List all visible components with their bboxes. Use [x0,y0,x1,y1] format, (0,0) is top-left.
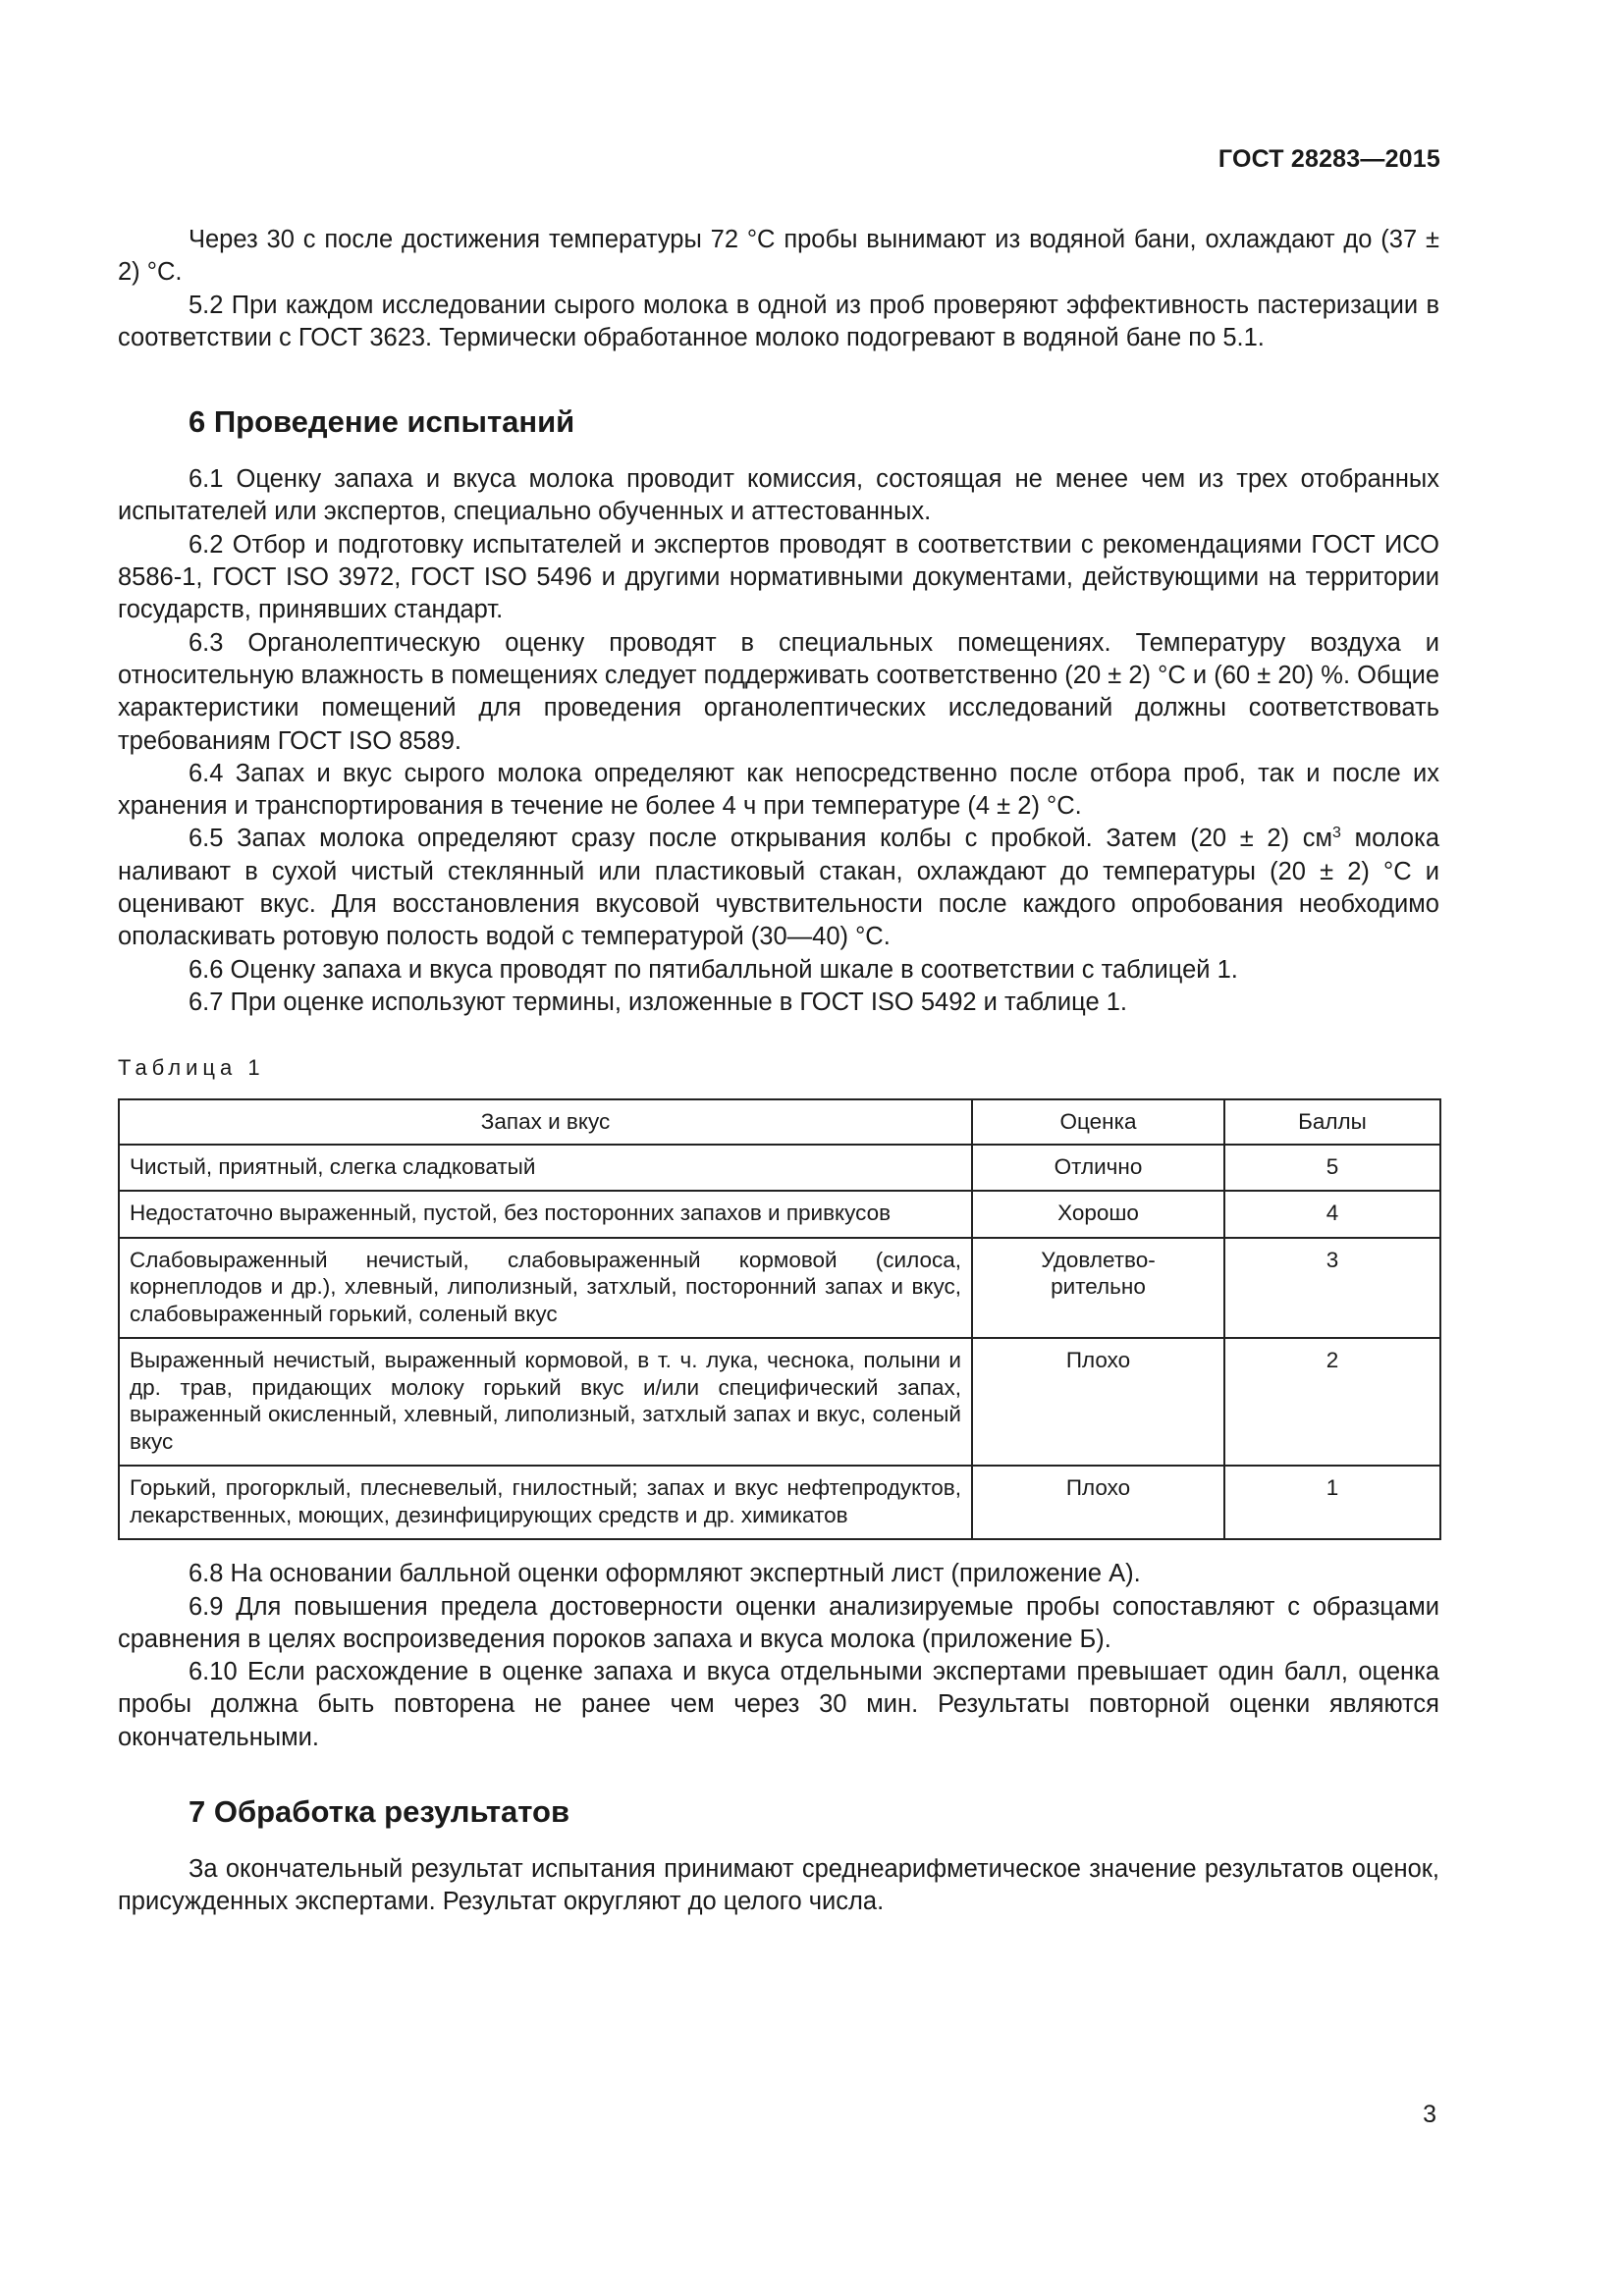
cell-grade: Плохо [972,1466,1224,1539]
header-points: Баллы [1224,1099,1440,1145]
header-smell-taste: Запах и вкус [119,1099,972,1145]
cell-description: Недостаточно выраженный, пустой, без посторонних запахов и привкусов [119,1191,972,1238]
paragraph-6-7: 6.7 При оценке используют термины, изложенные в ГОСТ ISO 5492 и таблице 1. [189,988,1127,1016]
paragraph-5-2: 5.2 При каждом исследовании сырого молока в одной из проб проверяют эффективность пастеризации в соответствии с ГОСТ 3623. Термически обработанное молоко подогревают в водяной бане по 5.1. [118,291,1439,351]
paragraph-6-8: 6.8 На основании балльной оценки оформляют экспертный лист (приложение А). [189,1560,1141,1588]
page-content [118,224,1439,1919]
table-header-row [119,1099,1440,1145]
superscript-3: 3 [1332,825,1341,842]
table-row [119,1238,1440,1339]
paragraph-6-2: 6.2 Отбор и подготовку испытателей и экспертов проводят в соответствии с рекомендациями ГОСТ ИСО 8586-1, ГОСТ ISO 3972, ГОСТ ISO 5496 и другими нормативными документами, действующими на территории государств, принявших стандарт. [118,530,1439,624]
paragraph-6-5-text-a: 6.5 Запах молока определяют сразу после открывания колбы с пробкой. Затем (20 ± 2) см [189,825,1333,853]
paragraph-6-5 [118,823,1439,953]
cell-points: 3 [1224,1238,1440,1339]
paragraph-6-1: 6.1 Оценку запаха и вкуса молока проводит комиссия, состоящая не менее чем из трех отобранных испытателей или экспертов, специально обученных и аттестованных. [118,465,1439,526]
cell-grade: Удовлетво- рительно [972,1238,1224,1339]
paragraph-6-9: 6.9 Для повышения предела достоверности оценки анализируемые пробы сопоставляют с образцами сравнения в целях воспроизведения пороков запаха и вкуса молока (приложение Б). [118,1592,1439,1653]
cell-grade: Плохо [972,1338,1224,1466]
section-7-heading: 7 Обработка результатов [189,1794,570,1830]
paragraph-6-6: 6.6 Оценку запаха и вкуса проводят по пятибалльной шкале в соответствии с таблицей 1. [189,955,1238,984]
table-row [119,1338,1440,1466]
paragraph-6-5-text-b: молока наливают в сухой чистый стеклянный или пластиковый стакан, охлаждают до температуры (20 ± 2) °С и оценивают вкус. Для восстановления вкусовой чувствительности после каждого опробования необходимо ополаскивать ротовую полость водой с температурой (30—40) °С. [118,825,1440,951]
cell-description: Горький, прогорклый, плесневелый, гнилостный; запах и вкус нефтепродуктов, лекарственных, моющих, дезинфицирующих средств и др. химикатов [119,1466,972,1539]
cell-description: Слабовыраженный нечистый, слабовыраженный кормовой (силоса, корнеплодов и др.), хлевный, липолизный, затхлый, посторонний запах и вкус, слабовыраженный горький, соленый вкус [119,1238,972,1339]
cell-grade: Хорошо [972,1191,1224,1238]
paragraph-6-4: 6.4 Запах и вкус сырого молока определяют как непосредственно после отбора проб, так и после их хранения и транспортирования в течение не более 4 ч при температуре (4 ± 2) °С. [118,759,1439,821]
cell-points: 2 [1224,1338,1440,1466]
cell-description: Чистый, приятный, слегка сладковатый [119,1145,972,1192]
table-row [119,1191,1440,1238]
cell-points: 4 [1224,1191,1440,1238]
paragraph-5-1-cont: Через 30 с после достижения температуры 72 °С пробы вынимают из водяной бани, охлаждают до (37 ± 2) °С. [118,226,1439,287]
table-1 [118,1098,1441,1540]
paragraph-6-10: 6.10 Если расхождение в оценке запаха и вкуса отдельными экспертами превышает один балл, оценка пробы должна быть повторена не ранее чем через 30 мин. Результаты повторной оценки являются окончательными. [118,1658,1439,1751]
cell-points: 1 [1224,1466,1440,1539]
paragraph-6-3: 6.3 Органолептическую оценку проводят в специальных помещениях. Температуру воздуха и относительную влажность в помещениях следует поддерживать соответственно (20 ± 2) °С и (60 ± 20) %. Общие характеристики помещений для проведения органолептических исследований должны соответствовать требованиям ГОСТ ISO 8589. [118,628,1439,755]
table-row [119,1145,1440,1192]
cell-points: 5 [1224,1145,1440,1192]
document-header: ГОСТ 28283—2015 [1217,145,1440,173]
page-number: 3 [1423,2101,1436,2128]
table-caption: Таблица 1 [118,1055,265,1081]
header-grade: Оценка [972,1099,1224,1145]
table-row [119,1466,1440,1539]
paragraph-7: За окончательный результат испытания принимают среднеарифметическое значение результатов оценок, присужденных экспертами. Результат округляют до целого числа. [118,1855,1439,1916]
section-6-heading: 6 Проведение испытаний [189,404,575,440]
cell-description: Выраженный нечистый, выраженный кормовой, в т. ч. лука, чеснока, полыни и др. трав, придающих молоку горький вкус и/или специфический запах, выраженный окисленный, хлевный, липолизный, затхлый запах и вкус, соленый вкус [119,1338,972,1466]
cell-grade: Отлично [972,1145,1224,1192]
